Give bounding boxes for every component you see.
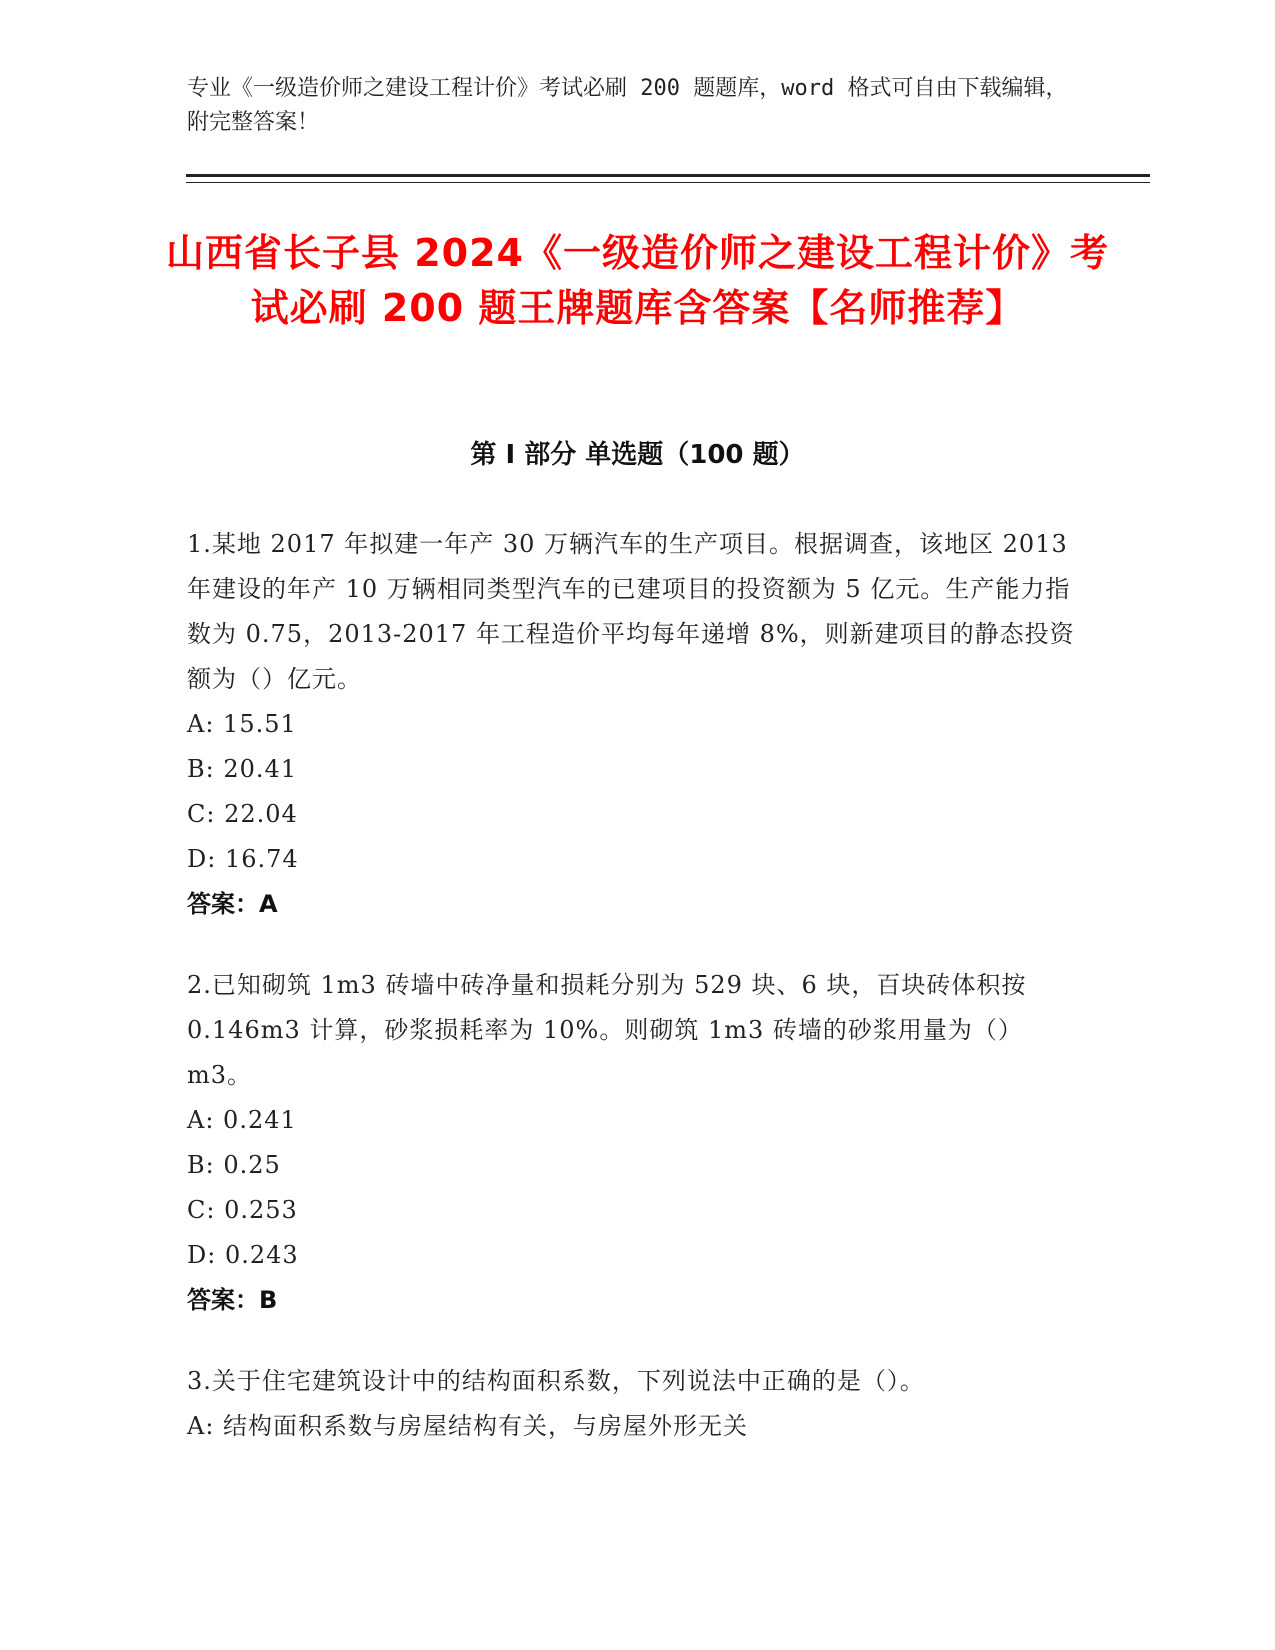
- option-a: A: 15.51: [187, 710, 297, 738]
- option-b: B: 0.25: [187, 1151, 281, 1179]
- question-stem: 2.已知砌筑 1m3 砖墙中砖净量和损耗分别为 529 块、6 块，百块砖体积按 0.146m3 计算，砂浆损耗率为 10%。则砌筑 1m3 砖墙的砂浆用量为（）m3。: [187, 971, 1027, 1089]
- option-c: C: 0.253: [187, 1196, 298, 1224]
- header-divider-thick: [186, 174, 1150, 177]
- header-divider-thin: [186, 182, 1150, 183]
- option-a: A: 结构面积系数与房屋结构有关，与房屋外形无关: [187, 1412, 749, 1440]
- header-note: 专业《一级造价师之建设工程计价》考试必刷 200 题题库，word 格式可自由下载编辑，附完整答案！: [187, 76, 1068, 135]
- question-1: [187, 522, 1077, 927]
- question-stem: 1.某地 2017 年拟建一年产 30 万辆汽车的生产项目。根据调查，该地区 2013 年建设的年产 10 万辆相同类型汽车的已建项目的投资额为 5 亿元。生产能力指数为 0.75，2013-2017 年工程造价平均每年递增 8%，则新建项目的静态投资额为（）亿元。: [187, 530, 1075, 693]
- section-heading: 第 I 部分 单选题（100 题）: [470, 440, 805, 470]
- document-title: 山西省长子县 2024《一级造价师之建设工程计价》考试必刷 200 题王牌题库含答案【名师推荐】: [166, 231, 1109, 330]
- question-3: [187, 1359, 1077, 1449]
- option-d: D: 16.74: [187, 845, 299, 873]
- option-c: C: 22.04: [187, 800, 298, 828]
- question-list: [187, 522, 1077, 1485]
- answer-line: 答案：A: [187, 890, 278, 918]
- question-2: [187, 963, 1077, 1323]
- answer-line: 答案：B: [187, 1286, 278, 1314]
- option-a: A: 0.241: [187, 1106, 297, 1134]
- question-stem: 3.关于住宅建筑设计中的结构面积系数，下列说法中正确的是（）。: [187, 1367, 925, 1395]
- option-d: D: 0.243: [187, 1241, 299, 1269]
- option-b: B: 20.41: [187, 755, 298, 783]
